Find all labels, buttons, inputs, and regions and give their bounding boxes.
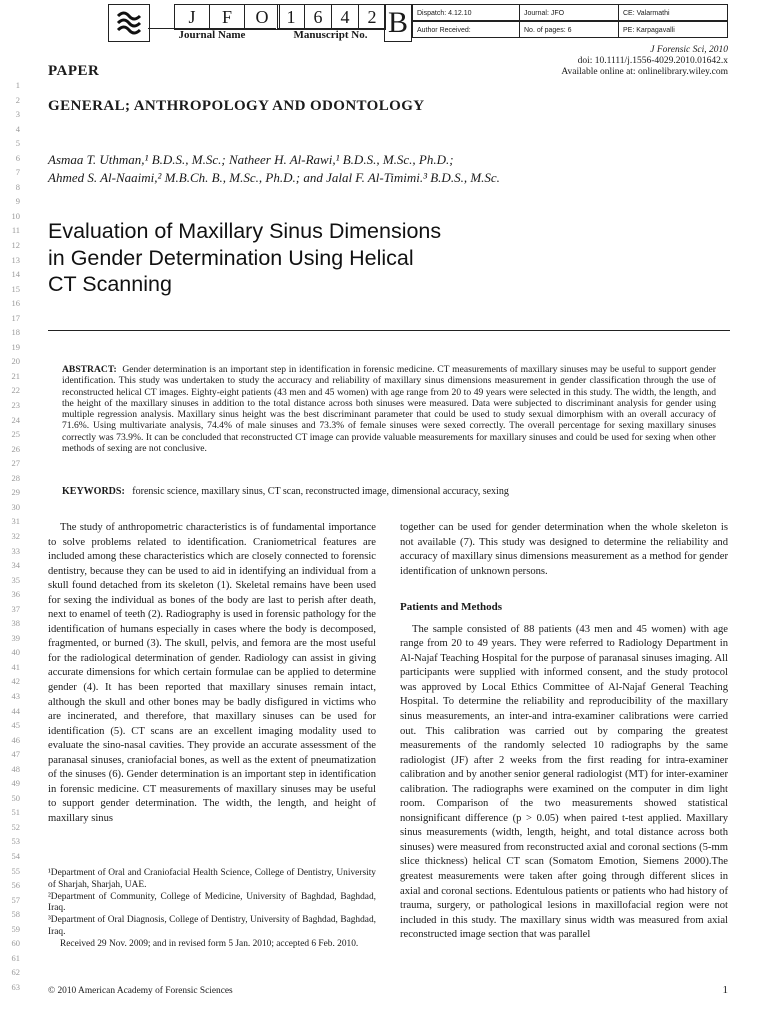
line-number: 11 [11,225,20,236]
line-number: 13 [11,254,20,265]
line-number: 3 [15,109,20,120]
line-number: 57 [11,894,20,905]
title-line: in Gender Determination Using Helical [48,245,414,270]
ce: CE: Valarmathi [618,4,728,21]
line-number: 18 [11,327,20,338]
body-column-left [48,521,376,826]
line-number: 5 [15,138,20,149]
manuscript-cell: 2 [359,4,386,30]
line-number: 19 [11,341,20,352]
keywords-label: KEYWORDS: [62,486,125,497]
line-number: 27 [11,458,20,469]
b-letter: B [384,4,412,42]
line-number: 45 [11,720,20,731]
line-number: 1 [15,80,20,90]
body-paragraph: The study of anthropometric characteristics is of fundamental importance to solve problems related to identification. Craniometrical features are included among these characteristics which are closely connected to forensic dentistry, because they can be used to aid in identifying an individual from a skull found detached from its skeleton (1). Skeletal remains have been used for sexing the individual as bones of the body are last to perish after death, next to enamel of teeth (2). Radiography is used in forensic pathology for the identification of humans especially in cases where the body is decomposed, fragmented, or burned (3). The skull, pelvis, and femora are the most useful for the radiological determination of gender. Radiology can assist in giving accurate dimensions for which certain formulae can be applied to determine gender (4). It has been reported that maxillary sinuses remain intact, although the skull and other bones may be badly disfigured in victims who are incinerated, and therefore, that maxillary sinuses can be used for identification (5). CT scans are an excellent imaging modality used to evaluate the sino-nasal cavities. They provide an accurate assessment of the paranasal sinuses, craniofacial bones, as well as the extent of pneumatization of the sinuses (6). Gender determination is an important step in identification in forensic medicine. CT measurements of maxillary sinuses may be useful to support gender determination. The width, the length, and height of maxillary sinus [48,522,376,824]
author-received: Author Received: [412,21,520,38]
line-number: 46 [11,734,20,745]
footnote: ³Department of Oral Diagnosis, College of Dentistry, University of Baghdad, Baghdad, Iraq. [48,915,376,937]
line-number: 21 [11,370,20,381]
manuscript-cell: 1 [277,4,305,30]
authors-line: Ahmed S. Al-Naaimi,² M.B.Ch. B., M.Sc., Ph.D.; and Jalal F. Al-Timimi.³ B.D.S., M.Sc. [48,170,500,185]
line-number: 59 [11,923,20,934]
line-number: 2 [15,94,20,105]
page-number: 1 [722,984,728,996]
production-header [108,4,728,42]
body-column-right [400,521,728,943]
line-number: 25 [11,429,20,440]
title-line: Evaluation of Maxillary Sinus Dimensions [48,219,442,243]
journal-name-label: Journal Name [148,28,276,41]
line-number: 24 [11,414,20,425]
line-number: 15 [11,283,20,294]
line-number: 41 [11,661,20,672]
line-number: 16 [11,298,20,309]
manuscript-cell: 6 [305,4,332,30]
line-number: 7 [15,167,20,178]
line-number: 30 [11,501,20,512]
title-line: CT Scanning [48,272,172,296]
line-number: 32 [11,530,20,541]
line-number: 37 [11,603,20,614]
line-number: 51 [11,807,20,818]
line-number: 58 [11,909,20,920]
line-number: 35 [11,574,20,585]
manuscript-cell: 4 [332,4,359,30]
journal-code: Journal: JFO [519,4,619,21]
copyright: © 2010 American Academy of Forensic Sciences [48,986,233,996]
line-number: 47 [11,749,20,760]
section-heading: GENERAL; ANTHROPOLOGY AND ODONTOLOGY [48,98,425,114]
body-paragraph: together can be used for gender determination when the whole skeleton is not available (7). This study was designed to determine the reliability and accuracy of maxillary sinus dimensions measurement as a method for gender identification of unknown persons. [400,522,728,577]
line-number: 28 [11,472,20,483]
line-number: 17 [11,312,20,323]
line-number: 29 [11,487,20,498]
line-number: 42 [11,676,20,687]
no-pages: No. of pages: 6 [519,21,619,38]
abstract-label: ABSTRACT: [62,364,117,375]
pe: PE: Karpagavalli [618,21,728,38]
line-number: 48 [11,763,20,774]
line-number: 34 [11,560,20,571]
line-number: 62 [11,967,20,978]
received-dates: Received 29 Nov. 2009; and in revised form 5 Jan. 2010; accepted 6 Feb. 2010. [60,938,359,949]
line-number: 14 [11,269,20,280]
keywords-text: forensic science, maxillary sinus, CT scan, reconstructed image, dimensional accuracy, sexing [132,486,509,497]
journal-cell: O [245,4,280,30]
line-number: 53 [11,836,20,847]
wiley-logo-icon [114,8,144,38]
title-rule [48,330,730,331]
doi: doi: 10.1111/j.1556-4029.2010.01642.x [577,56,728,66]
line-number: 55 [11,865,20,876]
footnote: ²Department of Community, College of Medicine, University of Baghdad, Baghdad, Iraq. [48,891,376,914]
paper-label: PAPER [48,63,100,79]
line-number: 54 [11,850,20,861]
line-number: 36 [11,589,20,600]
line-numbers [8,78,20,994]
line-number: 9 [15,196,20,207]
line-number: 33 [11,545,20,556]
line-number: 23 [11,400,20,411]
journal-cell: J [174,4,210,30]
line-number: 56 [11,880,20,891]
line-number: 6 [15,152,20,163]
line-number: 63 [11,981,20,992]
manuscript-cells [277,4,386,28]
online-availability: Available online at: onlinelibrary.wiley.com [561,67,728,77]
line-number: 44 [11,705,20,716]
abstract [62,364,716,454]
line-number: 40 [11,647,20,658]
footnotes [48,868,376,951]
line-number: 4 [15,123,20,134]
journal-cells [174,4,280,28]
wiley-logo [108,4,150,42]
line-number: 31 [11,516,20,527]
line-number: 39 [11,632,20,643]
keywords [62,486,716,497]
line-number: 10 [11,210,20,221]
dispatch: Dispatch: 4.12.10 [412,4,520,21]
manuscript-label: Manuscript No. [277,28,384,41]
line-number: 43 [11,690,20,701]
journal-cell: F [210,4,245,30]
journal-citation: J Forensic Sci, 2010 [650,45,728,55]
line-number: 22 [11,385,20,396]
line-number: 50 [11,792,20,803]
line-number: 26 [11,443,20,454]
footnote: ¹Department of Oral and Craniofacial Health Science, College of Dentistry, University of Sharjah, Sharjah, UAE. [48,868,376,890]
line-number: 38 [11,618,20,629]
line-number: 12 [11,240,20,251]
authors [48,151,688,187]
journal-reference [561,45,728,78]
line-number: 61 [11,952,20,963]
production-meta [412,4,728,40]
body-paragraph: The sample consisted of 88 patients (43 men and 45 women) with age range from 20 to 49 years. They were referred to Radiology Department in Al-Najaf Teaching Hospital for the purpose of paranasal sinuses imaging. All participants were supplied with informed consent, and the study protocol was approved by Local Ethics Committee of Al-Najaf General Teaching Hospital. To determine the reliability and reproducibility of the maxillary sinus measurements, an inter-and intra-examiner calibrations were carried out. This calibration was carried out by comparing the greatest measurements of the randomly selected 10 radiographs by the same radiologist (JF) after 2 weeks from the first reading for intra-examiner calibration and by another senior general radiologist (MT) for inter-examiner calibration. The radiographs were examined on the computer in dim light room. Comparison of the two measurements showed statistical nonsignificant difference (p > 0.05) when paired t-test applied. Maxillary sinus measurements (width, length, height, and total distance across both sinuses) were measured from reconstructed axial and coronal sections (5-mm slice thickness) helical CT scan (Somatom Emotion, Siemens 2000).The greatest measurements were taken after going through different slices in axial and coronal sections. Edentulous patients or patients who had history of trauma, surgery, or pathological lesions in maxillofacial region were not included in this study. The maxillary sinus width was measured from axial reconstructed image section that was parallel [400,623,728,941]
line-number: 20 [11,356,20,367]
authors-line: Asmaa T. Uthman,¹ B.D.S., M.Sc.; Natheer H. Al-Rawi,¹ B.D.S., M.Sc., Ph.D.; [48,152,454,167]
abstract-text: Gender determination is an important step in identification in forensic medicine. CT measurements of maxillary sinuses may be useful to support gender identification. This study was undertaken to study the accuracy and reliability of maxillary sinus dimensions measurement in gender classification through the use of reconstructed helical CT images. Eighty-eight patients (43 men and 45 women) with age range from 20 to 49 years were selected in this study. The width, the length, and the height of the maxillary sinuses in addition to the total distance across both sinuses were measured. Data were subjected to discriminant analysis for gender using multiple regression analysis. Maxillary sinus height was the best discriminant parameter that could be used to study sexual dimorphism with an overall accuracy of 71.6%. Using multivariate analysis, 74.4% of male sinuses and 73.3% of female sinuses were sexed correctly. The overall percentage for sexing maxillary sinuses correctly was 73.9%. It can be concluded that reconstructed CT image can provide valuable measurements for maxillary sinuses and could be used for sexing when other methods of sexing are not conclusive. [62,364,716,455]
article-title [48,218,548,298]
line-number: 8 [15,181,20,192]
subsection-heading: Patients and Methods [400,601,503,614]
line-number: 60 [11,938,20,949]
line-number: 49 [11,778,20,789]
line-number: 52 [11,821,20,832]
